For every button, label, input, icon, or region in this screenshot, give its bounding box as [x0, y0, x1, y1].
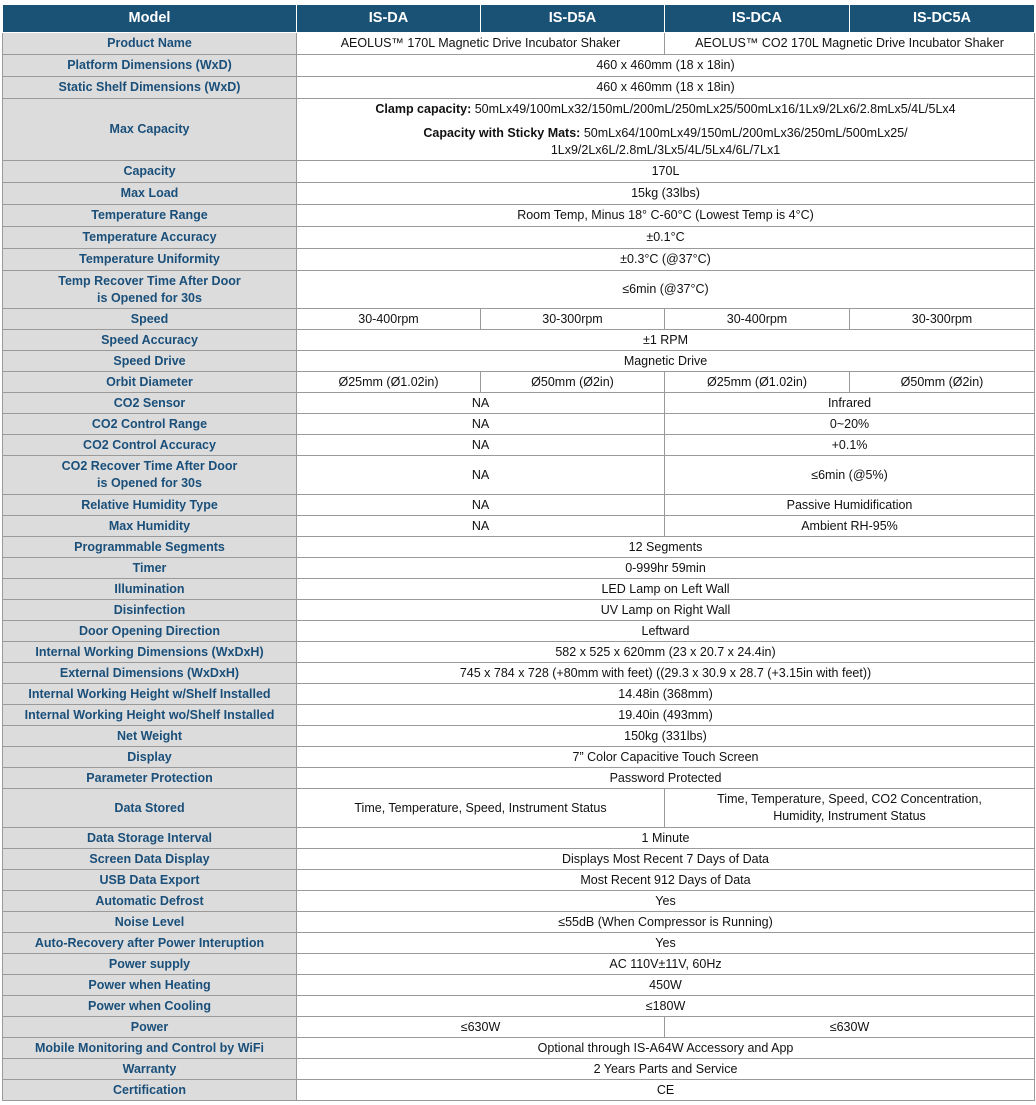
clamp-value: 50mLx49/100mLx32/150mL/200mL/250mLx25/500mLx16/1Lx9/2Lx6/2.8mLx5/4L/5Lx4 [474, 101, 956, 116]
row-label: Warranty [3, 1059, 297, 1080]
cell-value: 460 x 460mm (18 x 18in) [297, 77, 1035, 99]
row-label: Power when Heating [3, 975, 297, 996]
row-label: Max Capacity [3, 99, 297, 161]
row-label: Illumination [3, 579, 297, 600]
cell-value: 19.40in (493mm) [297, 705, 1035, 726]
cell-left: Time, Temperature, Speed, Instrument Status [297, 789, 665, 828]
table-row [3, 330, 1035, 351]
row-label: Data Storage Interval [3, 828, 297, 849]
cell-value: 0-999hr 59min [297, 558, 1035, 579]
cell-value: ≤6min (@37°C) [297, 271, 1035, 309]
row-label: Disinfection [3, 600, 297, 621]
model-is-d5a: IS-D5A [481, 5, 665, 33]
cell-value: 2 Years Parts and Service [297, 1059, 1035, 1080]
table-row [3, 558, 1035, 579]
cell-right [665, 789, 1035, 828]
model-is-da: IS-DA [297, 5, 481, 33]
row-label: Temperature Range [3, 205, 297, 227]
row-label-line-1: CO2 Recover Time After Door [61, 459, 238, 473]
table-row [3, 726, 1035, 747]
cell-value: 7” Color Capacitive Touch Screen [297, 747, 1035, 768]
table-row [3, 1059, 1035, 1080]
cell-value: Yes [297, 933, 1035, 954]
row-label: CO2 Control Accuracy [3, 435, 297, 456]
cell-value: 12 Segments [297, 537, 1035, 558]
table-row [3, 1080, 1035, 1101]
table-row [3, 205, 1035, 227]
cell-value: 150kg (331lbs) [297, 726, 1035, 747]
table-row [3, 516, 1035, 537]
cell-value: 1 Minute [297, 828, 1035, 849]
cell-left: NA [297, 414, 665, 435]
cell-value: ±1 RPM [297, 330, 1035, 351]
cell-value: LED Lamp on Left Wall [297, 579, 1035, 600]
table-row [3, 161, 1035, 183]
table-row [3, 828, 1035, 849]
cell-right: 0~20% [665, 414, 1035, 435]
cell-right: Infrared [665, 393, 1035, 414]
table-row [3, 870, 1035, 891]
row-label [3, 271, 297, 309]
cell-left: NA [297, 495, 665, 516]
row-label: Internal Working Dimensions (WxDxH) [3, 642, 297, 663]
cell-right: Ambient RH-95% [665, 516, 1035, 537]
cell-value: 170L [297, 161, 1035, 183]
row-label-line-2: is Opened for 30s [97, 290, 202, 305]
table-row [3, 99, 1035, 161]
header-row [3, 5, 1035, 33]
table-row [3, 55, 1035, 77]
row-label: CO2 Control Range [3, 414, 297, 435]
cell-value: UV Lamp on Right Wall [297, 600, 1035, 621]
cell-left: ≤630W [297, 1017, 665, 1038]
cell-value: AC 110V±11V, 60Hz [297, 954, 1035, 975]
cell-capacity [297, 99, 1035, 161]
cell-right-line-2: Humidity, Instrument Status [773, 809, 926, 823]
cell-left: NA [297, 393, 665, 414]
cell-value: Room Temp, Minus 18° C-60°C (Lowest Temp is 4°C) [297, 205, 1035, 227]
clamp-capacity-line [301, 101, 1030, 118]
model-is-dc5a: IS-DC5A [850, 5, 1035, 33]
row-label: Screen Data Display [3, 849, 297, 870]
table-row [3, 456, 1035, 495]
sticky-capacity-line [301, 125, 1030, 142]
table-row [3, 1038, 1035, 1059]
table-row [3, 663, 1035, 684]
table-row [3, 705, 1035, 726]
cell-value: Yes [297, 891, 1035, 912]
cell-value: ≤180W [297, 996, 1035, 1017]
cell-right: ≤630W [665, 1017, 1035, 1038]
row-label: Speed Drive [3, 351, 297, 372]
row-label: Power [3, 1017, 297, 1038]
row-label: Mobile Monitoring and Control by WiFi [3, 1038, 297, 1059]
cell-right: AEOLUS™ CO2 170L Magnetic Drive Incubator Shaker [665, 33, 1035, 55]
row-label: Static Shelf Dimensions (WxD) [3, 77, 297, 99]
table-row [3, 849, 1035, 870]
row-label: Capacity [3, 161, 297, 183]
row-label: External Dimensions (WxDxH) [3, 663, 297, 684]
cell-right: Passive Humidification [665, 495, 1035, 516]
table-row [3, 954, 1035, 975]
row-label-line-1: Temp Recover Time After Door [58, 273, 241, 288]
spec-table [2, 4, 1035, 1101]
row-label: Product Name [3, 33, 297, 55]
model-header: Model [3, 5, 297, 33]
row-label: Temperature Accuracy [3, 227, 297, 249]
table-row [3, 912, 1035, 933]
row-label: Auto-Recovery after Power Interuption [3, 933, 297, 954]
sticky-label: Capacity with Sticky Mats: [423, 125, 581, 140]
row-label: Programmable Segments [3, 537, 297, 558]
cell-is-dca: Ø25mm (Ø1.02in) [665, 372, 850, 393]
row-label: Door Opening Direction [3, 621, 297, 642]
table-row [3, 975, 1035, 996]
cell-value: Optional through IS-A64W Accessory and App [297, 1038, 1035, 1059]
cell-is-da: Ø25mm (Ø1.02in) [297, 372, 481, 393]
row-label: Temperature Uniformity [3, 249, 297, 271]
cell-right-line-1: Time, Temperature, Speed, CO2 Concentration, [717, 792, 982, 806]
table-row [3, 684, 1035, 705]
table-row [3, 579, 1035, 600]
cell-value: 582 x 525 x 620mm (23 x 20.7 x 24.4in) [297, 642, 1035, 663]
table-row [3, 393, 1035, 414]
row-label: Timer [3, 558, 297, 579]
cell-value: ±0.3°C (@37°C) [297, 249, 1035, 271]
cell-left: NA [297, 435, 665, 456]
sticky-value: 50mLx64/100mLx49/150mL/200mLx36/250mL/500mLx25/ [583, 125, 908, 140]
clamp-label: Clamp capacity: [375, 101, 472, 116]
row-label: Platform Dimensions (WxD) [3, 55, 297, 77]
table-row [3, 351, 1035, 372]
table-row [3, 249, 1035, 271]
table-row [3, 33, 1035, 55]
table-row [3, 891, 1035, 912]
cell-is-dc5a: Ø50mm (Ø2in) [850, 372, 1035, 393]
cell-is-d5a: 30-300rpm [481, 309, 665, 330]
row-label: Max Load [3, 183, 297, 205]
table-row [3, 372, 1035, 393]
row-label: Data Stored [3, 789, 297, 828]
row-label: Orbit Diameter [3, 372, 297, 393]
cell-value: ≤55dB (When Compressor is Running) [297, 912, 1035, 933]
cell-is-dc5a: 30-300rpm [850, 309, 1035, 330]
table-row [3, 933, 1035, 954]
row-label: Internal Working Height wo/Shelf Installed [3, 705, 297, 726]
row-label: Internal Working Height w/Shelf Installed [3, 684, 297, 705]
row-label: Speed Accuracy [3, 330, 297, 351]
row-label: Display [3, 747, 297, 768]
table-row [3, 621, 1035, 642]
table-row [3, 414, 1035, 435]
table-row [3, 271, 1035, 309]
cell-value: 460 x 460mm (18 x 18in) [297, 55, 1035, 77]
model-is-dca: IS-DCA [665, 5, 850, 33]
row-label: Power when Cooling [3, 996, 297, 1017]
cell-value: 15kg (33lbs) [297, 183, 1035, 205]
row-label: Noise Level [3, 912, 297, 933]
cell-value: Most Recent 912 Days of Data [297, 870, 1035, 891]
table-row [3, 600, 1035, 621]
cell-value: Displays Most Recent 7 Days of Data [297, 849, 1035, 870]
cell-is-da: 30-400rpm [297, 309, 481, 330]
table-row [3, 227, 1035, 249]
cell-left: AEOLUS™ 170L Magnetic Drive Incubator Shaker [297, 33, 665, 55]
table-row [3, 747, 1035, 768]
table-row [3, 309, 1035, 330]
row-label: Speed [3, 309, 297, 330]
row-label: USB Data Export [3, 870, 297, 891]
cell-value: ±0.1°C [297, 227, 1035, 249]
table-row [3, 77, 1035, 99]
cell-value: CE [297, 1080, 1035, 1101]
row-label: Certification [3, 1080, 297, 1101]
table-row [3, 495, 1035, 516]
cell-right: +0.1% [665, 435, 1035, 456]
row-label: Power supply [3, 954, 297, 975]
row-label: Parameter Protection [3, 768, 297, 789]
table-row [3, 1017, 1035, 1038]
cell-left: NA [297, 516, 665, 537]
row-label: Automatic Defrost [3, 891, 297, 912]
table-row [3, 183, 1035, 205]
row-label: Max Humidity [3, 516, 297, 537]
row-label-line-2: is Opened for 30s [97, 476, 202, 490]
table-row [3, 642, 1035, 663]
table-row [3, 996, 1035, 1017]
table-row [3, 768, 1035, 789]
row-label: Relative Humidity Type [3, 495, 297, 516]
cell-value: Password Protected [297, 768, 1035, 789]
row-label: CO2 Sensor [3, 393, 297, 414]
row-label [3, 456, 297, 495]
table-row [3, 435, 1035, 456]
cell-left: NA [297, 456, 665, 495]
sticky-capacity-line-2: 1Lx9/2Lx6L/2.8mL/3Lx5/4L/5Lx4/6L/7Lx1 [550, 142, 781, 157]
cell-value: Leftward [297, 621, 1035, 642]
cell-value: 450W [297, 975, 1035, 996]
cell-right: ≤6min (@5%) [665, 456, 1035, 495]
cell-is-dca: 30-400rpm [665, 309, 850, 330]
cell-value: 745 x 784 x 728 (+80mm with feet) ((29.3 x 30.9 x 28.7 (+3.15in with feet)) [297, 663, 1035, 684]
table-row [3, 789, 1035, 828]
row-label: Net Weight [3, 726, 297, 747]
table-row [3, 537, 1035, 558]
cell-value: 14.48in (368mm) [297, 684, 1035, 705]
cell-value: Magnetic Drive [297, 351, 1035, 372]
cell-is-d5a: Ø50mm (Ø2in) [481, 372, 665, 393]
